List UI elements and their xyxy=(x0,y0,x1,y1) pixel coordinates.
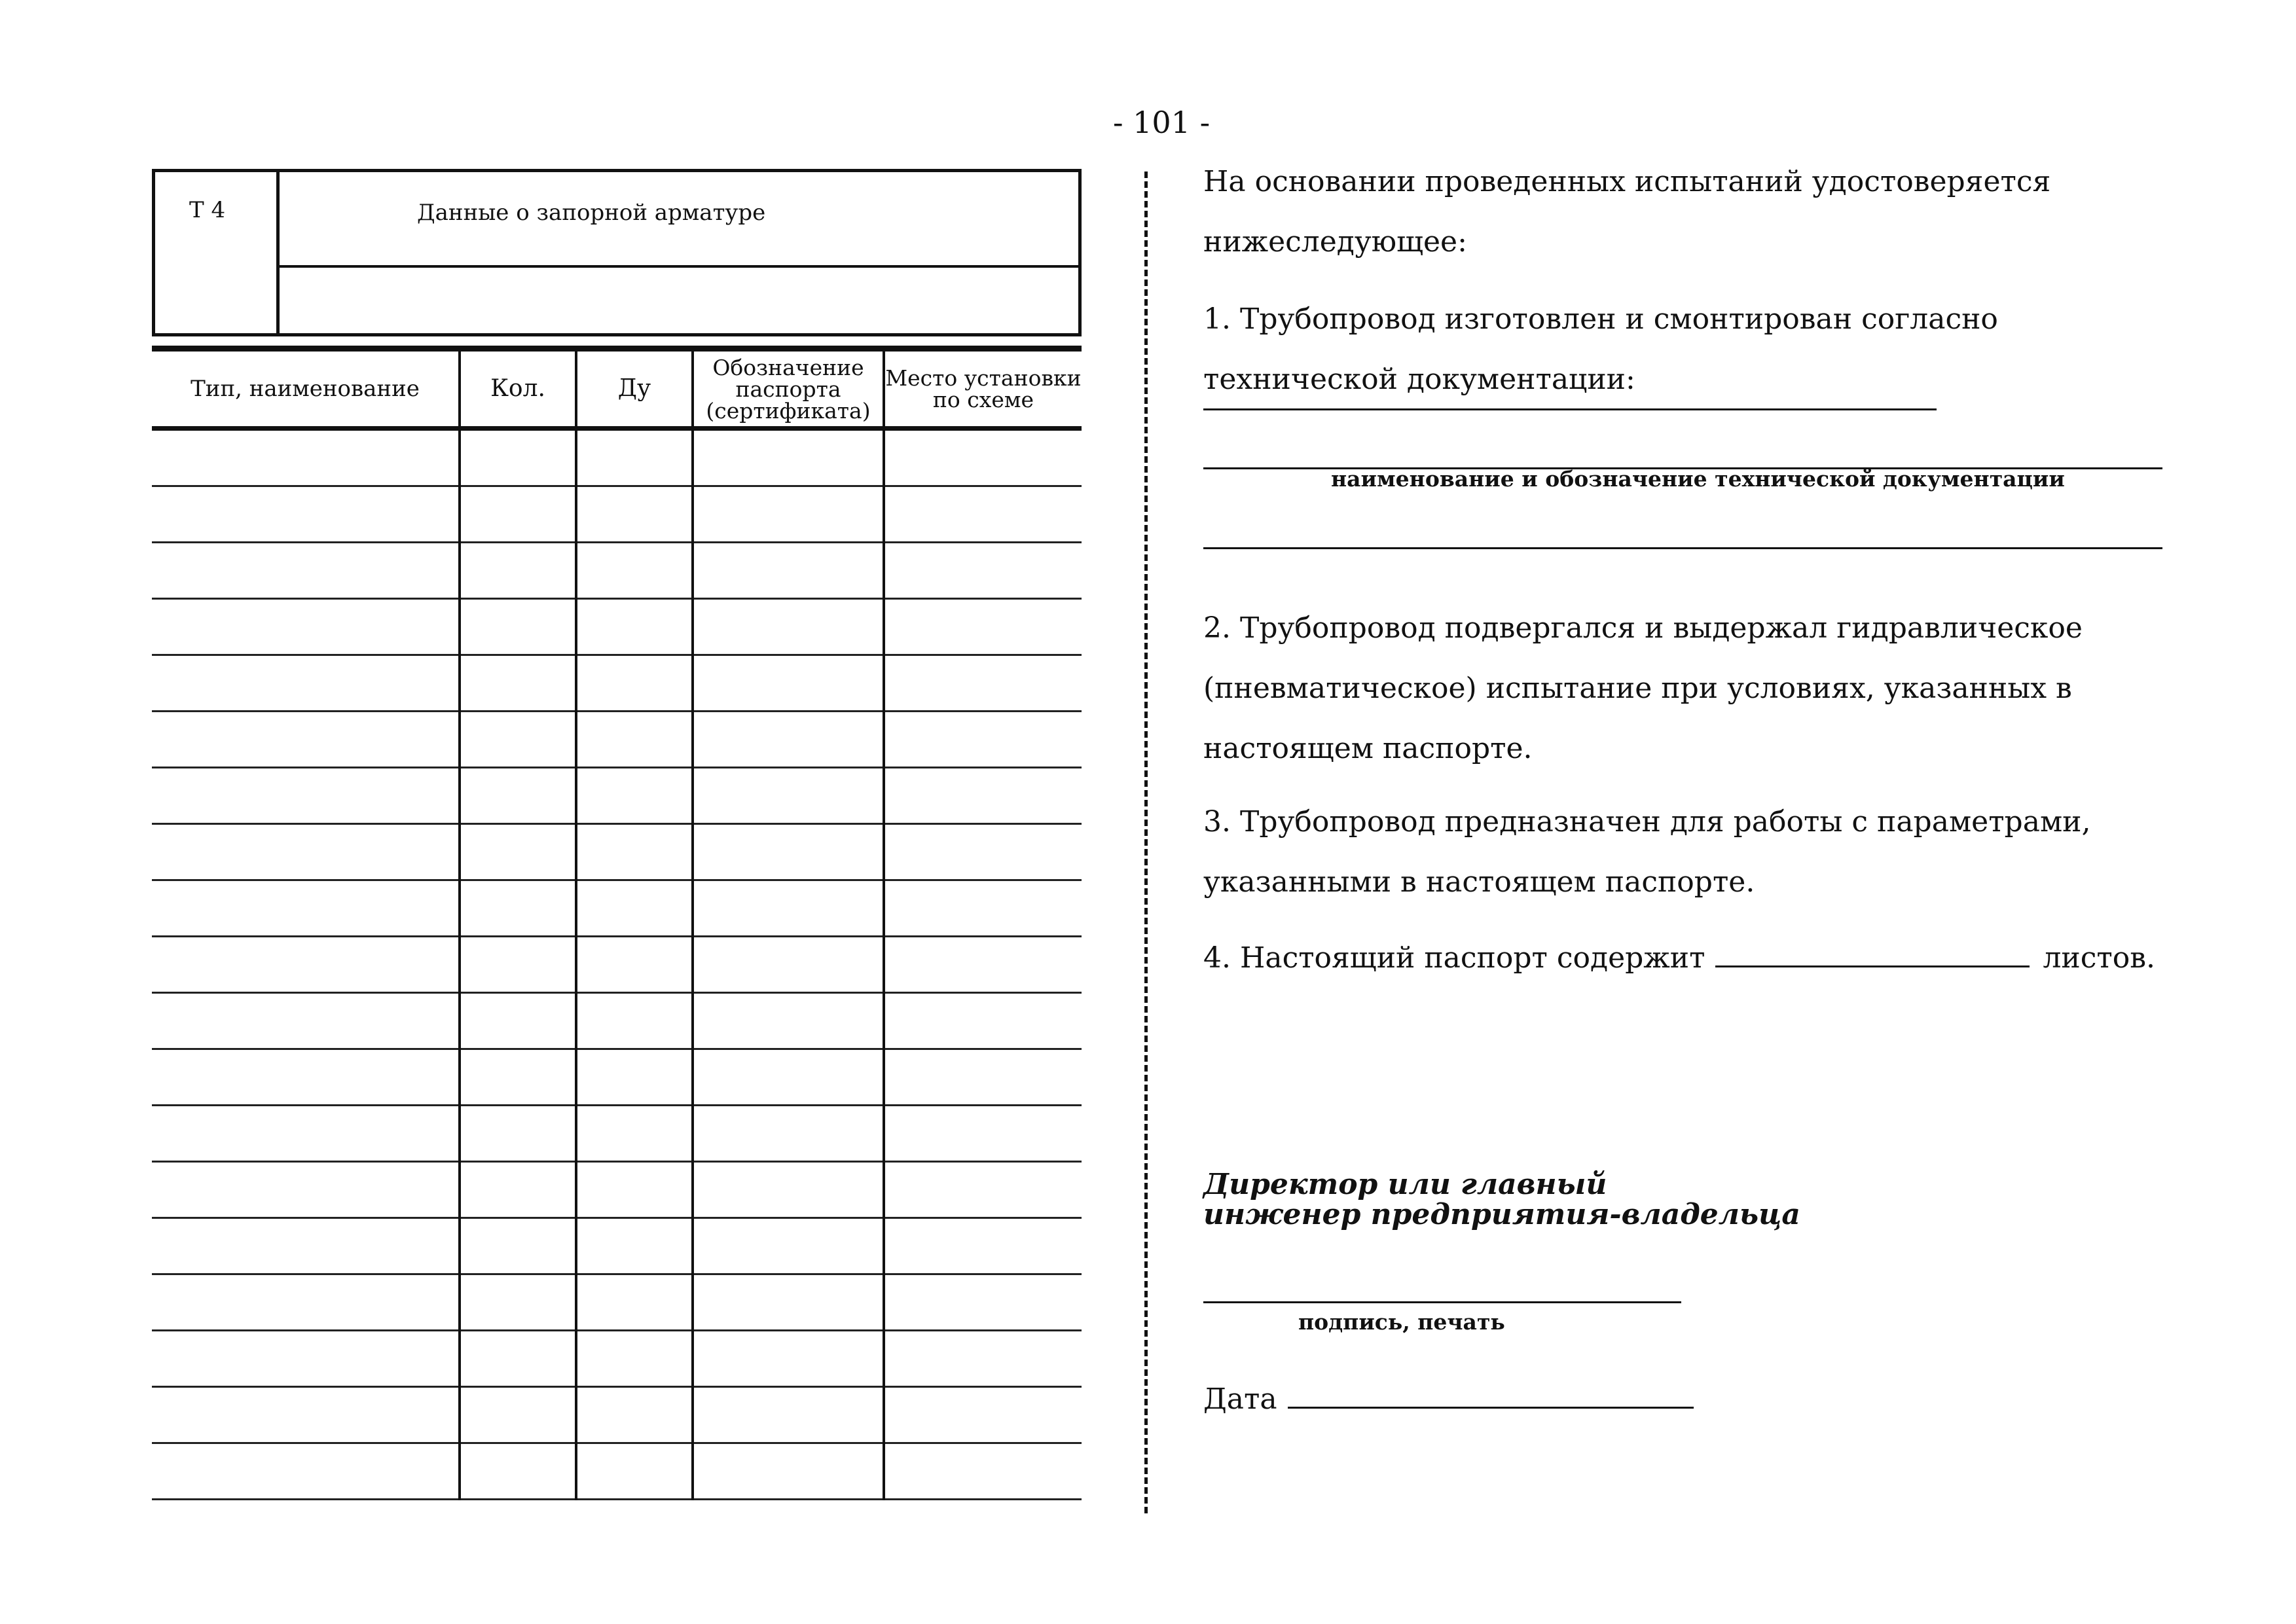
table-row xyxy=(152,1162,1082,1218)
table-cell xyxy=(884,1443,1082,1500)
table-cell xyxy=(460,1106,576,1162)
table-cell xyxy=(152,655,460,712)
item-1-caption: наименование и обозначение технической документации xyxy=(1331,466,2065,492)
table-cell xyxy=(460,1049,576,1106)
table-cell xyxy=(576,429,693,486)
table-row xyxy=(152,486,1082,543)
table-cell xyxy=(460,768,576,824)
table-cell xyxy=(693,1443,884,1500)
signer-line-2: инженер предприятия-владельца xyxy=(1203,1198,1800,1231)
table-row xyxy=(152,1106,1082,1162)
item-4-suffix: листов. xyxy=(2043,941,2155,975)
table-cell xyxy=(576,712,693,768)
table-cell xyxy=(693,486,884,543)
table-row xyxy=(152,1218,1082,1274)
table-cell xyxy=(152,712,460,768)
table-cell xyxy=(460,993,576,1049)
table-cell xyxy=(693,1387,884,1443)
date-blank xyxy=(1288,1403,1694,1409)
date-label: Дата xyxy=(1203,1382,1277,1416)
table-cell xyxy=(576,486,693,543)
table-cell xyxy=(884,937,1082,993)
table-cell xyxy=(693,712,884,768)
table-cell xyxy=(460,543,576,599)
table-cell xyxy=(460,1274,576,1331)
table-cell xyxy=(884,1162,1082,1218)
table-cell xyxy=(460,1218,576,1274)
date-row xyxy=(1203,1382,1694,1416)
table-cell xyxy=(576,543,693,599)
table-cell xyxy=(884,599,1082,655)
table-row xyxy=(152,655,1082,712)
item-3: 3. Трубопровод предназначен для работы с параметрами, указанными в настоящем паспорте. xyxy=(1203,805,2091,899)
table-cell xyxy=(576,937,693,993)
table-cell xyxy=(884,993,1082,1049)
table-cell xyxy=(693,1274,884,1331)
table-cell xyxy=(152,599,460,655)
table-cell xyxy=(460,655,576,712)
col-header-dn: Ду xyxy=(576,349,693,429)
table-cell xyxy=(152,429,460,486)
item-2: 2. Трубопровод подвергался и выдержал гидравлическое (пневматическое) испытание при условиях, указанных в настоящем паспорте. xyxy=(1203,611,2083,765)
table-cell xyxy=(460,1331,576,1387)
table-cell xyxy=(693,429,884,486)
signature-blank xyxy=(1203,1301,1681,1303)
fold-line xyxy=(1144,171,1148,1513)
table-cell xyxy=(460,1162,576,1218)
t4-code: Т 4 xyxy=(189,197,226,223)
table-row xyxy=(152,993,1082,1049)
table-cell xyxy=(884,486,1082,543)
certificate-intro: На основании проведенных испытаний удостоверяется нижеследующее: xyxy=(1203,165,2051,259)
table-row xyxy=(152,1049,1082,1106)
signature-caption: подпись, печать xyxy=(1298,1309,1505,1335)
table-cell xyxy=(576,1049,693,1106)
table-cell xyxy=(460,937,576,993)
table-cell xyxy=(152,1331,460,1387)
table-cell xyxy=(693,1218,884,1274)
table-row xyxy=(152,543,1082,599)
table-cell xyxy=(152,937,460,993)
table-cell xyxy=(576,1162,693,1218)
item-1-blank-1 xyxy=(1203,408,1937,410)
table-row xyxy=(152,880,1082,937)
table-cell xyxy=(152,1106,460,1162)
table-row xyxy=(152,1387,1082,1443)
table-cell xyxy=(460,1387,576,1443)
table-cell xyxy=(152,880,460,937)
table-cell xyxy=(576,655,693,712)
table-cell xyxy=(152,1387,460,1443)
col-header-passport: Обозначение паспорта (сертификата) xyxy=(693,349,884,429)
table-cell xyxy=(693,1049,884,1106)
table-cell xyxy=(576,824,693,880)
table-cell xyxy=(152,768,460,824)
valves-table xyxy=(152,346,1082,1500)
table-row xyxy=(152,937,1082,993)
page-number: - 101 - xyxy=(1113,105,1211,140)
table-cell xyxy=(460,880,576,937)
table-cell xyxy=(884,1331,1082,1387)
table-cell xyxy=(460,712,576,768)
table-cell xyxy=(576,1443,693,1500)
table-cell xyxy=(693,880,884,937)
table-cell xyxy=(460,824,576,880)
item-4 xyxy=(1203,928,2172,988)
table-cell xyxy=(693,1331,884,1387)
table-cell xyxy=(693,993,884,1049)
signer-line-1: Директор или главный xyxy=(1203,1168,1607,1201)
table-body xyxy=(152,429,1082,1500)
col-header-place: Место установки по схеме xyxy=(884,349,1082,429)
col-header-qty: Кол. xyxy=(460,349,576,429)
table-cell xyxy=(152,1162,460,1218)
table-cell xyxy=(693,1162,884,1218)
table-cell xyxy=(576,993,693,1049)
table-cell xyxy=(884,768,1082,824)
table-cell xyxy=(884,1218,1082,1274)
table-cell xyxy=(460,429,576,486)
table-cell xyxy=(576,768,693,824)
t4-divider xyxy=(280,265,1078,268)
table-cell xyxy=(884,543,1082,599)
table-cell xyxy=(152,993,460,1049)
table-cell xyxy=(152,1218,460,1274)
table-cell xyxy=(693,937,884,993)
table-cell xyxy=(576,1218,693,1274)
table-cell xyxy=(884,824,1082,880)
item-1: 1. Трубопровод изготовлен и смонтирован согласно технической документации: xyxy=(1203,302,1998,396)
t4-code-cell xyxy=(155,172,280,333)
table-cell xyxy=(884,1049,1082,1106)
table-cell xyxy=(460,486,576,543)
table-row xyxy=(152,768,1082,824)
table-cell xyxy=(884,1387,1082,1443)
table-cell xyxy=(152,1443,460,1500)
table-cell xyxy=(152,824,460,880)
table-cell xyxy=(152,1274,460,1331)
table-row xyxy=(152,1274,1082,1331)
table-cell xyxy=(576,1387,693,1443)
table-cell xyxy=(576,1106,693,1162)
table-cell xyxy=(152,1049,460,1106)
table-cell xyxy=(884,429,1082,486)
t4-title: Данные о запорной арматуре xyxy=(417,200,766,226)
table-cell xyxy=(576,1331,693,1387)
table-header-row xyxy=(152,349,1082,429)
item-4-blank xyxy=(1715,962,2030,967)
table-cell xyxy=(460,599,576,655)
table-row xyxy=(152,1331,1082,1387)
signer-role xyxy=(1203,1170,1800,1230)
table-cell xyxy=(152,486,460,543)
table-row xyxy=(152,599,1082,655)
t4-header-box xyxy=(152,169,1082,336)
item-4-prefix: 4. Настоящий паспорт содержит xyxy=(1203,941,1705,975)
table-cell xyxy=(884,880,1082,937)
table-cell xyxy=(884,712,1082,768)
table-cell xyxy=(693,824,884,880)
item-1-blank-3 xyxy=(1203,547,2162,549)
table-cell xyxy=(693,1106,884,1162)
table-cell xyxy=(884,655,1082,712)
table-row xyxy=(152,824,1082,880)
table-row xyxy=(152,429,1082,486)
table-cell xyxy=(152,543,460,599)
table-cell xyxy=(576,1274,693,1331)
table-cell xyxy=(693,655,884,712)
table-cell xyxy=(693,543,884,599)
table-cell xyxy=(576,880,693,937)
table-cell xyxy=(884,1106,1082,1162)
table-row xyxy=(152,712,1082,768)
table-cell xyxy=(884,1274,1082,1331)
table-cell xyxy=(693,768,884,824)
table-cell xyxy=(693,599,884,655)
table-row xyxy=(152,1443,1082,1500)
table-cell xyxy=(576,599,693,655)
col-header-type: Тип, наименование xyxy=(152,349,460,429)
table-cell xyxy=(460,1443,576,1500)
